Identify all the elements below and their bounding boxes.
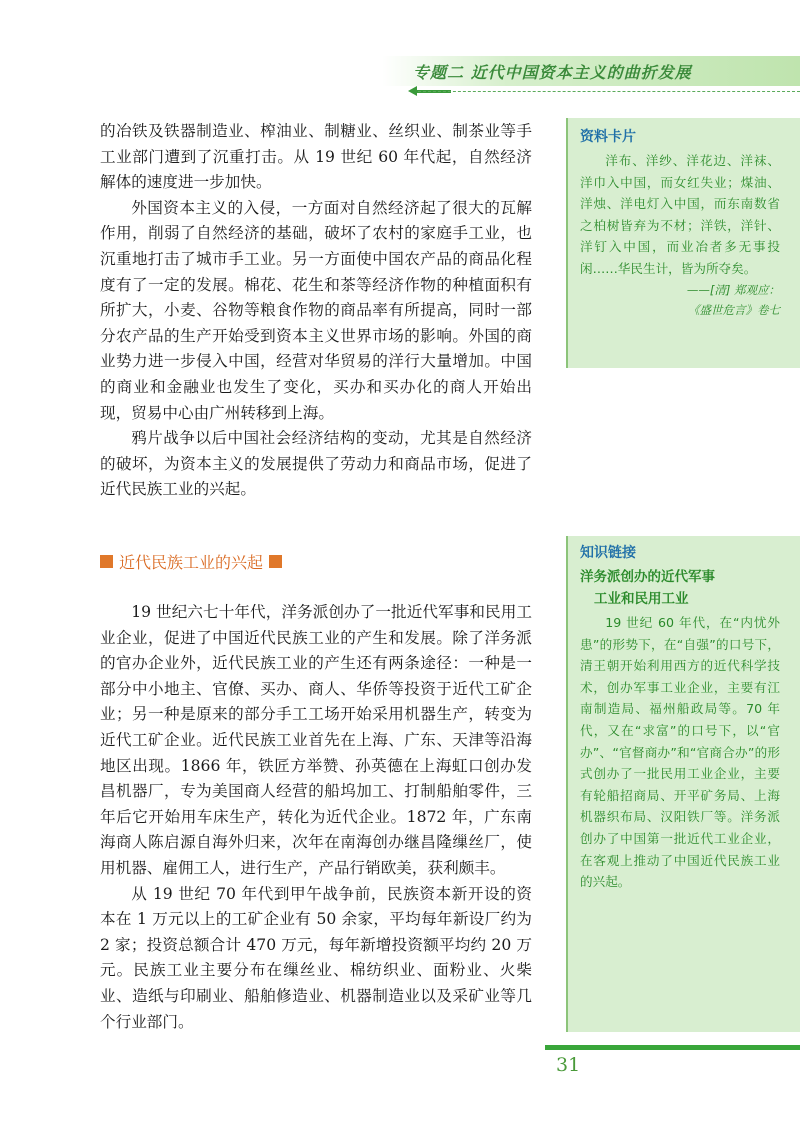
resource-card-title: 资料卡片: [580, 129, 636, 145]
paragraph: 19 世纪六七十年代，洋务派创办了一批近代军事和民用工业企业，促进了中国近代民族工业的产生和发展。除了洋务派的官办企业外，近代民族工业的产生还有两条途径：一种是一部分中小地主、官僚、买办、商人、华侨等投资于近代工矿企业；另一种是原来的部分手工工场开始采用机器生产，转变为近代工矿企业。近代民族工业首先在上海、广东、天津等沿海地区出现。1866 年，铁匠方举赞、孙英德在上海虹口创办发昌机器厂，专为美国商人经营的船坞加工、打制船舶零件，三年后它开始用车床生产，转化为近代企业。1872 年，广东南海商人陈启源自海外归来，次年在南海创办继昌隆缫丝厂，使用机器、雇佣工人，进行生产，产品行销欧美，获利颇丰。: [100, 603, 532, 877]
knowledge-link-subtitle: [580, 566, 780, 610]
section-heading: [100, 549, 282, 573]
resource-card-sidebar: [566, 118, 800, 368]
resource-card-work: 《盛世危言》卷七: [688, 302, 780, 317]
chapter-title: 专题二 近代中国资本主义的曲折发展: [413, 63, 692, 82]
knowledge-link-sidebar: [566, 536, 800, 1032]
paragraph: 鸦片战争以后中国社会经济结构的变动，尤其是自然经济的破坏，为资本主义的发展提供了劳动力和商品市场，促进了近代民族工业的兴起。: [100, 429, 532, 499]
knowledge-link-text: 19 世纪 60 年代，在“内忧外患”的形势下，在“自强”的口号下，清王朝开始利用西方的近代科学技术，创办军事工业企业，主要有江南制造局、福州船政局等。70 年代，又在“求富”的口号下，以“官办”、“官督商办”和“官商合办”的形式创办了一批民用工业企业，主要有轮船招商局、开平矿务局、上海机器织布局、汉阳铁厂等。洋务派创办了中国第一批近代工业企业，在客观上推动了中国近代民族工业的兴起。: [580, 615, 780, 890]
paragraph: 外国资本主义的入侵，一方面对自然经济起了很大的瓦解作用，削弱了自然经济的基础，破坏了农村的家庭手工业，也沉重地打击了城市手工业。另一方面使中国农产品的商品化程度有了一定的发展。棉花、花生和茶等经济作物的种植面积有所扩大，小麦、谷物等粮食作物的商品率有所提高，同时一部分农产品的生产开始受到资本主义世界市场的影响。外国的商业势力进一步侵入中国，经营对华贸易的洋行大量增加。中国的商业和金融业也发生了变化，买办和买办化的商人开始出现，贸易中心由广州转移到上海。: [100, 198, 532, 422]
resource-card-quote: 洋布、洋纱、洋花边、洋袜、洋巾入中国，而女红失业；煤油、洋烛、洋电灯入中国，而东南数省之柏树皆弃为不材；洋铁，洋针、洋钉入中国，而业冶者多无事投闲……华民生计，皆为所夺矣。: [580, 153, 780, 276]
paragraph: 的冶铁及铁器制造业、榨油业、制糖业、丝织业、制茶业等手工业部门遭到了沉重打击。从 19 世纪 60 年代起，自然经济解体的速度进一步加快。: [100, 122, 532, 192]
page-number: 31: [556, 1054, 581, 1076]
footer-bar: [545, 1045, 800, 1050]
knowledge-link-title: 知识链接: [580, 545, 636, 561]
body-text-block: [100, 600, 532, 1035]
square-bullet-icon: [269, 555, 282, 568]
paragraph: 从 19 世纪 70 年代到甲午战争前，民族资本新开设的资本在 1 万元以上的工矿企业有 50 余家，平均每年新设厂约为 2 家；投资总额合计 470 万元，每年新增投资额平均约 20 万元。民族工业主要分布在缫丝业、棉纺织业、面粉业、火柴业、造纸与印刷业、船舶修造业、机器制造业以及采矿业等几个行业部门。: [100, 884, 532, 1031]
header-divider: [418, 91, 800, 92]
section-heading-label: 近代民族工业的兴起: [119, 552, 264, 572]
resource-card-author: ——[清] 郑观应：: [686, 282, 780, 297]
square-bullet-icon: [100, 555, 113, 568]
body-text-block: [100, 119, 532, 503]
knowledge-link-subtitle-line: 洋务派创办的近代军事: [580, 569, 715, 585]
knowledge-link-subtitle-line: 工业和民用工业: [594, 591, 689, 607]
